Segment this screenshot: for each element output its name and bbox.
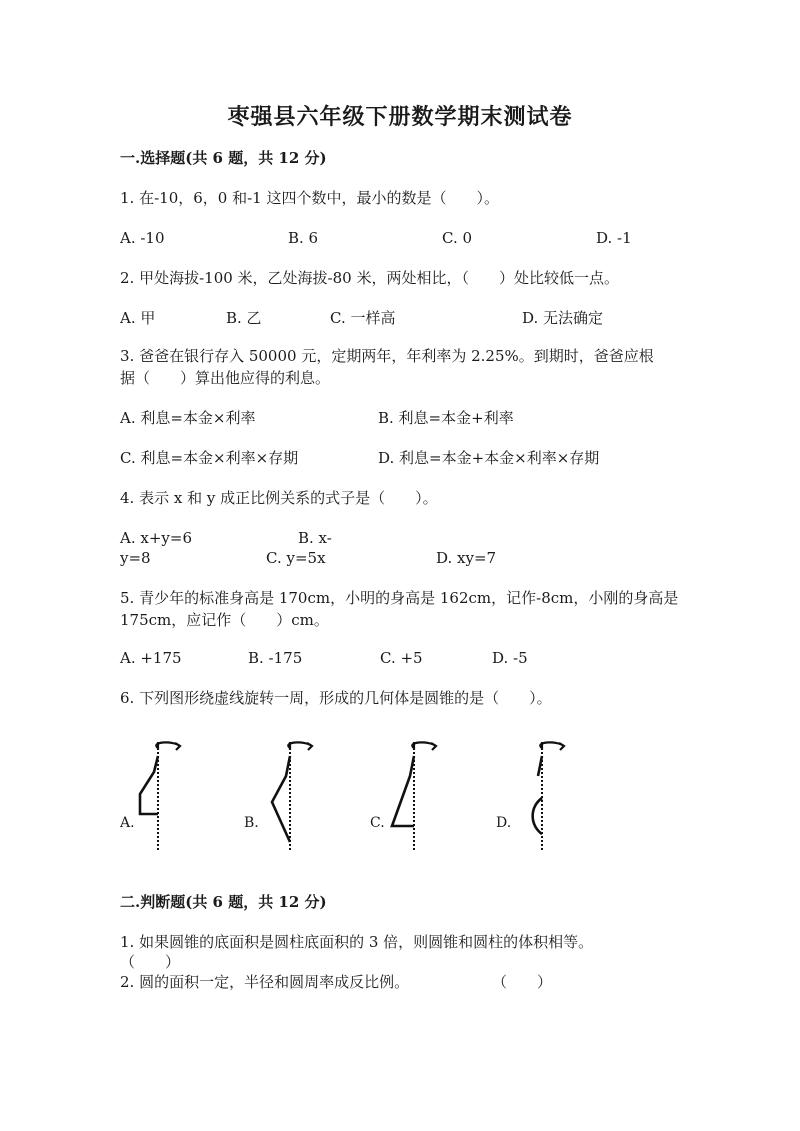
- q6-option-d-label[interactable]: D.: [496, 815, 512, 831]
- q3-option-b[interactable]: B. 利息=本金+利率: [378, 409, 514, 427]
- figure-d-shape: [533, 756, 542, 834]
- q3-option-c[interactable]: C. 利息=本金×利率×存期: [120, 449, 299, 467]
- q2-stem: 2. 甲处海拔-100 米，乙处海拔-80 米，两处相比，（ ）处比较低一点。: [120, 269, 619, 287]
- q6-option-c-label[interactable]: C.: [370, 815, 385, 831]
- judge-q2-stem: 2. 圆的面积一定，半径和圆周率成反比例。: [120, 973, 410, 991]
- q5-option-c[interactable]: C. +5: [380, 649, 423, 667]
- q6-figure-d[interactable]: [516, 742, 596, 852]
- q5-stem-line1: 5. 青少年的标准身高是 170cm，小明的身高是 162cm，记作-8cm，小刚的身高是: [120, 589, 679, 607]
- figure-b-drawing: [264, 742, 344, 852]
- judge-q1-answer-paren[interactable]: （ ）: [120, 953, 181, 971]
- rotation-arrow-icon: [412, 742, 436, 750]
- q3-stem-line1: 3. 爸爸在银行存入 50000 元，定期两年，年利率为 2.25%。到期时，爸爸应根: [120, 347, 654, 365]
- q6-figure-c[interactable]: [388, 742, 468, 852]
- rotation-arrow-icon: [540, 742, 564, 750]
- q5-stem-line2: 175cm，应记作（ ）cm。: [120, 611, 329, 629]
- section-2-heading: 二.判断题(共 6 题，共 12 分): [120, 893, 327, 911]
- q1-option-d[interactable]: D. -1: [596, 229, 632, 247]
- judge-q1-line1: 1. 如果圆锥的底面积是圆柱底面积的 3 倍，则圆锥和圆柱的体积相等。: [120, 933, 594, 951]
- q2-option-b[interactable]: B. 乙: [226, 309, 262, 327]
- figure-d-drawing: [516, 742, 596, 852]
- q1-stem: 1. 在-10，6，0 和-1 这四个数中，最小的数是（ ）。: [120, 189, 499, 207]
- q3-stem-line2: 据（ ）算出他应得的利息。: [120, 369, 331, 387]
- q4-option-b-part2[interactable]: y=8: [120, 549, 151, 567]
- section-1-heading: 一.选择题(共 6 题，共 12 分): [120, 149, 327, 167]
- rotation-arrow-icon: [288, 742, 312, 750]
- q4-stem: 4. 表示 x 和 y 成正比例关系的式子是（ ）。: [120, 489, 438, 507]
- q4-option-a[interactable]: A. x+y=6: [120, 529, 192, 547]
- q6-figure-b[interactable]: [264, 742, 344, 852]
- q1-option-b[interactable]: B. 6: [288, 229, 319, 247]
- q1-option-c[interactable]: C. 0: [442, 229, 473, 247]
- q3-option-a[interactable]: A. 利息=本金×利率: [120, 409, 256, 427]
- figure-c-shape: [392, 756, 414, 826]
- q4-option-c[interactable]: C. y=5x: [266, 549, 326, 567]
- figure-c-drawing: [388, 742, 468, 852]
- q1-option-a[interactable]: A. -10: [120, 229, 165, 247]
- q6-figure-a[interactable]: [132, 742, 212, 852]
- figure-b-shape: [272, 756, 290, 842]
- q6-stem: 6. 下列图形绕虚线旋转一周，形成的几何体是圆锥的是（ ）。: [120, 689, 552, 707]
- figure-a-shape: [140, 756, 158, 814]
- q5-option-a[interactable]: A. +175: [120, 649, 182, 667]
- q2-option-a[interactable]: A. 甲: [120, 309, 156, 327]
- q5-option-d[interactable]: D. -5: [492, 649, 528, 667]
- q2-option-d[interactable]: D. 无法确定: [522, 309, 604, 327]
- q4-option-b-part1[interactable]: B. x-: [298, 529, 332, 547]
- rotation-arrow-icon: [156, 742, 180, 750]
- q4-option-d[interactable]: D. xy=7: [436, 549, 497, 567]
- q3-option-d[interactable]: D. 利息=本金+本金×利率×存期: [378, 449, 600, 467]
- q6-option-b-label[interactable]: B.: [244, 815, 259, 831]
- q5-option-b[interactable]: B. -175: [248, 649, 303, 667]
- page-title: 枣强县六年级下册数学期末测试卷: [227, 104, 573, 130]
- figure-a-drawing: [132, 742, 212, 852]
- q6-option-a-label[interactable]: A.: [120, 815, 135, 831]
- q2-option-c[interactable]: C. 一样高: [330, 309, 396, 327]
- judge-q2-answer-paren[interactable]: （ ）: [492, 973, 553, 991]
